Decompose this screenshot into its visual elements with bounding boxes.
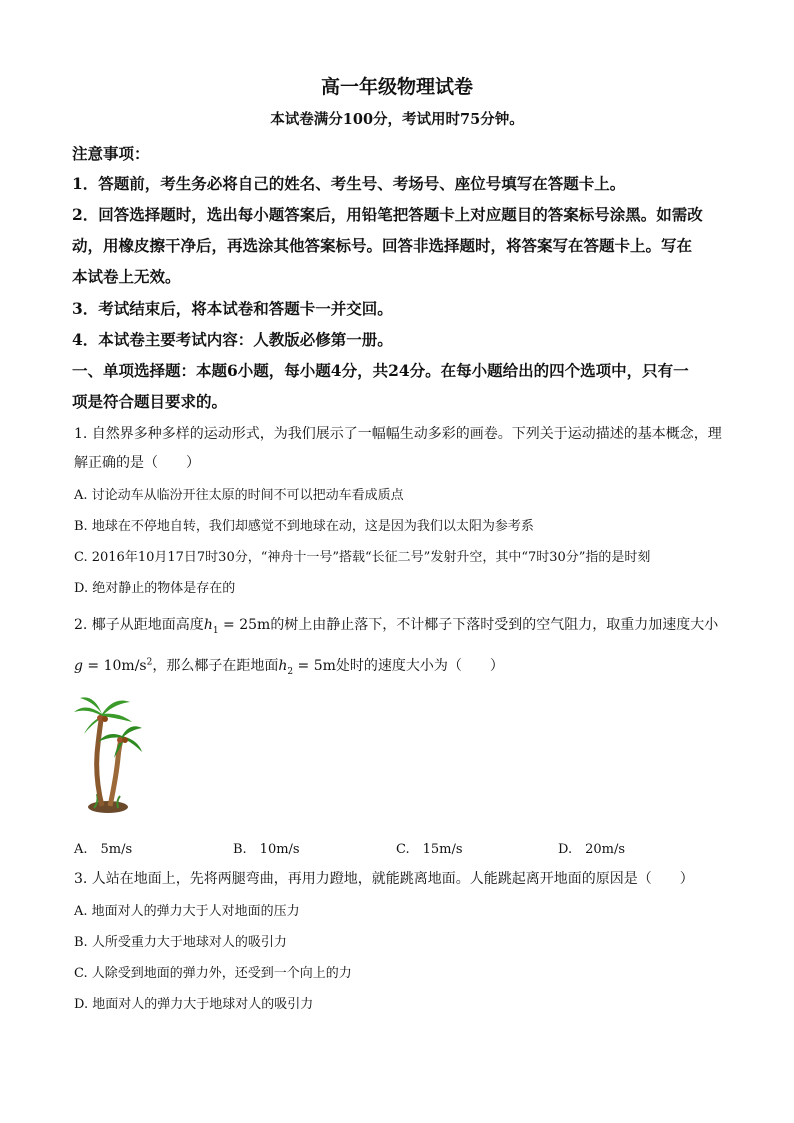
question-1-option-b: B. 地球在不停地自转，我们却感觉不到地球在动，这是因为我们以太阳为参考系 (74, 519, 534, 534)
palm-tree-illustration (72, 694, 144, 816)
page-title: 高一年级物理试卷 (320, 76, 473, 98)
notice-item: 动，用橡皮擦干净后，再选涂其他答案标号。回答非选择题时，将答案写在答题卡上。写在 (72, 236, 693, 255)
question-2-option-a: A. 5m/s (74, 842, 133, 857)
section-heading: 一、单项选择题：本题6小题，每小题4分，共24分。在每小题给出的四个选项中，只有一 (72, 361, 689, 380)
var-h1: h (203, 617, 213, 633)
question-1-option-d: D. 绝对静止的物体是存在的 (74, 581, 236, 596)
notice-item: 2．回答选择题时，选出每小题答案后，用铅笔把答题卡上对应题目的答案标号涂黑。如需改 (72, 205, 703, 224)
exam-info: 本试卷满分100分，考试用时75分钟。 (270, 111, 524, 128)
question-2-stem: 2. 椰子从距地面高度$h_1 = 25m$的树上由静止落下，不计椰子下落时受到的空气阻力，取重力加速度大小 (74, 617, 719, 636)
notice-heading: 注意事项： (72, 144, 150, 163)
notice-item: 1．答题前，考生务必将自己的姓名、考生号、考场号、座位号填写在答题卡上。 (72, 174, 626, 193)
question-3-option-b: B. 人所受重力大于地球对人的吸引力 (74, 935, 287, 950)
question-1-stem-cont: 解正确的是（ ） (74, 455, 200, 471)
question-2-option-c: C. 15m/s (396, 842, 463, 857)
question-2-option-b: B. 10m/s (233, 842, 300, 857)
question-1-option-a: A. 讨论动车从临汾开往太原的时间不可以把动车看成质点 (74, 488, 404, 503)
question-2-option-d: D. 20m/s (558, 842, 626, 857)
question-3-option-c: C. 人除受到地面的弹力外，还受到一个向上的力 (74, 966, 352, 981)
question-3-option-a: A. 地面对人的弹力大于人对地面的压力 (74, 904, 300, 919)
question-3-stem: 3. 人站在地面上，先将两腿弯曲，再用力蹬地，就能跳离地面。人能跳起离开地面的原因是（ ） (74, 871, 694, 887)
question-1-option-c: C. 2016年10月17日7时30分，“神舟十一号”搭载“长征二号”发射升空，其中“7时30分”指的是时刻 (74, 550, 651, 565)
question-3-option-d: D. 地面对人的弹力大于地球对人的吸引力 (74, 997, 314, 1012)
trunk-left (97, 714, 102, 806)
notice-item: 3．考试结束后，将本试卷和答题卡一并交回。 (72, 299, 393, 318)
question-1-stem: 1. 自然界多种多样的运动形式，为我们展示了一幅幅生动多彩的画卷。下列关于运动描述的基本概念，理 (74, 426, 722, 442)
notice-item: 本试卷上无效。 (72, 267, 181, 286)
question-2-stem-cont: $g = 10m/s^2$，那么椰子在距地面$h_2 = 5m$处时的速度大小为（ ） (74, 657, 504, 677)
fronds-left (74, 697, 132, 734)
notice-item: 4．本试卷主要考试内容：人教版必修第一册。 (72, 330, 393, 349)
var-h2: h (278, 658, 288, 674)
var-g: g (74, 658, 83, 674)
section-heading-cont: 项是符合题目要求的。 (72, 392, 228, 411)
